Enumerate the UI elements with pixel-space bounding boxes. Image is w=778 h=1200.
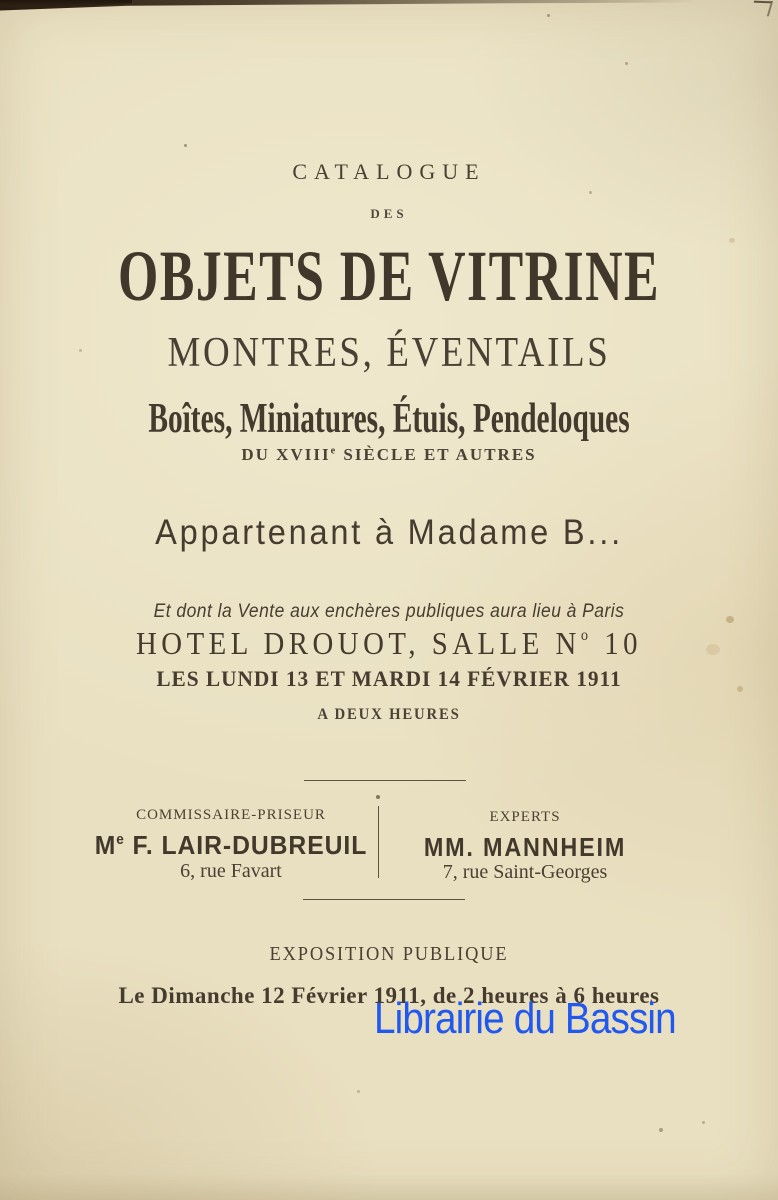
venue-number: 10 [592, 625, 643, 661]
paper-speck [184, 144, 187, 147]
exposition-details: Le Dimanche 12 Février 1911, de 2 heures à 6 heures [118, 983, 660, 1008]
experts-name: MM. MANNHEIM [423, 832, 627, 862]
sale-intro-line: Et dont la Vente aux enchères publiques aura lieu à Paris [153, 601, 625, 622]
paper-speck [659, 1128, 663, 1132]
paper-speck [702, 1121, 705, 1124]
page-bottom-shadow [0, 1174, 778, 1200]
paper-speck [625, 62, 628, 65]
main-title: OBJETS DE VITRINE [117, 236, 661, 316]
paper-speck [357, 1090, 360, 1093]
bookseller-watermark: Librairie du Bassin [374, 994, 676, 1043]
venue-superscript: o [580, 627, 593, 644]
subtitle-boites-miniatures: Boîtes, Miniatures, Étuis, Pendeloques [148, 396, 630, 442]
owner-line: Appartenant à Madame B... [155, 513, 623, 552]
exposition-title: EXPOSITION PUBLIQUE [269, 943, 509, 965]
siecle-suffix: SIÈCLE ET AUTRES [337, 445, 537, 464]
sale-dates-line: LES LUNDI 13 ET MARDI 14 FÉVRIER 1911 [156, 666, 622, 691]
catalogue-heading: CATALOGUE [292, 159, 486, 184]
name-prefix: M [94, 830, 117, 860]
name-superscript: e [116, 832, 125, 848]
printers-mark [376, 795, 380, 799]
subtitle-siecle [0, 446, 778, 463]
sale-time-line: A DEUX HEURES [317, 706, 461, 723]
subtitle-montres-eventails: MONTRES, ÉVENTAILS [167, 330, 611, 376]
venue-line [39, 627, 739, 659]
venue-prefix: HOTEL DROUOT, SALLE N [135, 625, 581, 661]
commissaire-address: 6, rue Favart [180, 860, 282, 882]
name-rest: F. LAIR-DUBREUIL [124, 830, 368, 860]
foxing-spot [729, 238, 735, 243]
experts-address: 7, rue Saint-Georges [442, 861, 608, 883]
paper-speck [589, 191, 592, 194]
commissaire-name [79, 832, 383, 858]
experts-role-label: EXPERTS [489, 809, 561, 825]
des-heading: DES [370, 206, 408, 221]
separator-rule-bottom [303, 899, 465, 900]
separator-rule-top [304, 780, 466, 781]
commissaire-role-label: COMMISSAIRE-PRISEUR [136, 807, 326, 823]
page-top-right-corner-mark [750, 1, 773, 17]
siecle-superscript: e [330, 445, 338, 457]
siecle-prefix: DU XVIII [241, 445, 331, 464]
paper-speck [547, 14, 550, 17]
